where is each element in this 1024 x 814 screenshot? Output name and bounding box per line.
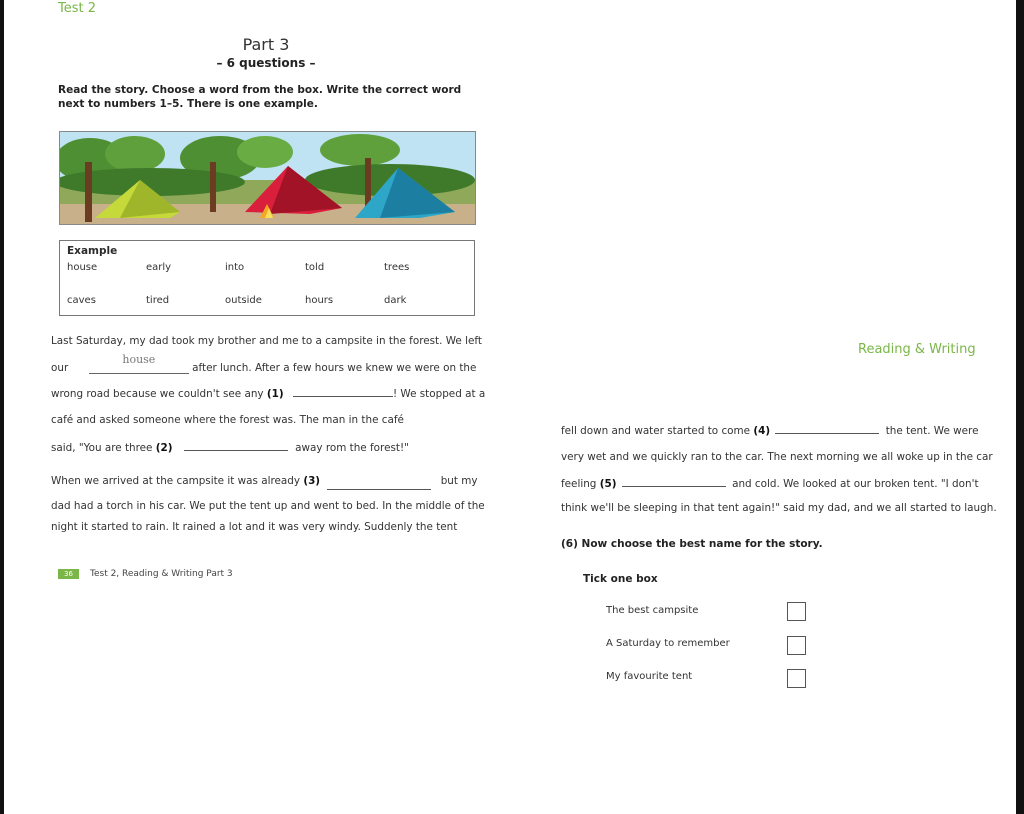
question-number-3: (3) bbox=[303, 475, 321, 487]
story-line: café and asked someone where the forest was. The man in the café bbox=[51, 414, 404, 426]
instructions: Read the story. Choose a word from the box. Write the correct word next to numbers 1–5. There is one example. bbox=[58, 84, 462, 110]
story-text: When we arrived at the campsite it was already bbox=[51, 475, 301, 487]
story-line bbox=[51, 442, 409, 454]
story-text: fell down and water started to come bbox=[561, 425, 751, 437]
tick-instruction: Tick one box bbox=[583, 573, 658, 585]
option-checkbox[interactable] bbox=[787, 669, 806, 688]
story-line bbox=[51, 475, 478, 487]
story-line: very wet and we quickly ran to the car. The next morning we all woke up in the car bbox=[561, 451, 993, 463]
story-text: ! We stopped at a bbox=[392, 388, 486, 400]
word-option: hours bbox=[305, 295, 334, 306]
word-option: into bbox=[225, 262, 245, 273]
story-line bbox=[51, 388, 485, 400]
story-text: but my bbox=[440, 475, 478, 487]
word-option: trees bbox=[384, 262, 410, 273]
word-option: told bbox=[305, 262, 325, 273]
question-number-4: (4) bbox=[753, 425, 771, 437]
story-text: wrong road because we couldn't see any bbox=[51, 388, 264, 400]
answer-blank-3[interactable] bbox=[327, 488, 431, 490]
footer-text: Test 2, Reading & Writing Part 3 bbox=[90, 569, 233, 579]
story-line bbox=[51, 353, 477, 374]
story-text: our bbox=[51, 362, 69, 374]
campsite-illustration bbox=[59, 131, 476, 225]
page-edge-right bbox=[1016, 0, 1024, 814]
story-text: and cold. We looked at our broken tent. "I don't bbox=[732, 478, 979, 490]
answer-blank-1[interactable] bbox=[293, 395, 393, 397]
word-box bbox=[59, 240, 475, 316]
story-line: think we'll be sleeping in that tent again!" said my dad, and we all started to laugh. bbox=[561, 502, 997, 514]
story-line bbox=[561, 425, 979, 437]
answer-blank-4[interactable] bbox=[775, 432, 879, 434]
word-option: outside bbox=[225, 295, 262, 306]
option-label: The best campsite bbox=[606, 605, 699, 616]
section-label: Reading & Writing bbox=[858, 342, 976, 357]
option-checkbox[interactable] bbox=[787, 602, 806, 621]
example-word: house bbox=[67, 262, 98, 273]
question-number-5: (5) bbox=[599, 478, 617, 490]
option-label: A Saturday to remember bbox=[606, 638, 730, 649]
word-option: dark bbox=[384, 295, 407, 306]
example-answer bbox=[89, 353, 189, 371]
example-answer-text: house bbox=[122, 353, 156, 366]
word-option: caves bbox=[67, 295, 96, 306]
story-text: feeling bbox=[561, 478, 597, 490]
story-line bbox=[561, 478, 979, 490]
word-box-title: Example bbox=[67, 245, 118, 257]
word-option: early bbox=[146, 262, 172, 273]
story-text: said, "You are three bbox=[51, 442, 153, 454]
story-text: after lunch. After a few hours we knew we were on the bbox=[192, 362, 477, 374]
part-title: Part 3 bbox=[242, 35, 290, 54]
question-6-label: (6) Now choose the best name for the story. bbox=[561, 538, 823, 550]
answer-blank-2[interactable] bbox=[184, 449, 288, 451]
option-checkbox[interactable] bbox=[787, 636, 806, 655]
answer-blank-5[interactable] bbox=[622, 485, 726, 487]
story-text: the tent. We were bbox=[885, 425, 979, 437]
option-label: My favourite tent bbox=[606, 671, 693, 682]
question-number-2: (2) bbox=[155, 442, 173, 454]
story-line: dad had a torch in his car. We put the tent up and went to bed. In the middle of the bbox=[51, 500, 485, 512]
page-edge-left bbox=[0, 0, 4, 814]
example-answer-line bbox=[89, 373, 189, 374]
part-subtitle: – 6 questions – bbox=[216, 56, 316, 70]
question-number-1: (1) bbox=[266, 388, 284, 400]
story-line: night it started to rain. It rained a lot and it was very windy. Suddenly the tent bbox=[51, 521, 458, 533]
test-label: Test 2 bbox=[58, 1, 97, 16]
story-text: away rom the forest!" bbox=[295, 442, 409, 454]
word-option: tired bbox=[146, 295, 170, 306]
page-number-badge: 36 bbox=[58, 569, 79, 579]
story-line: Last Saturday, my dad took my brother and me to a campsite in the forest. We left bbox=[51, 335, 482, 347]
